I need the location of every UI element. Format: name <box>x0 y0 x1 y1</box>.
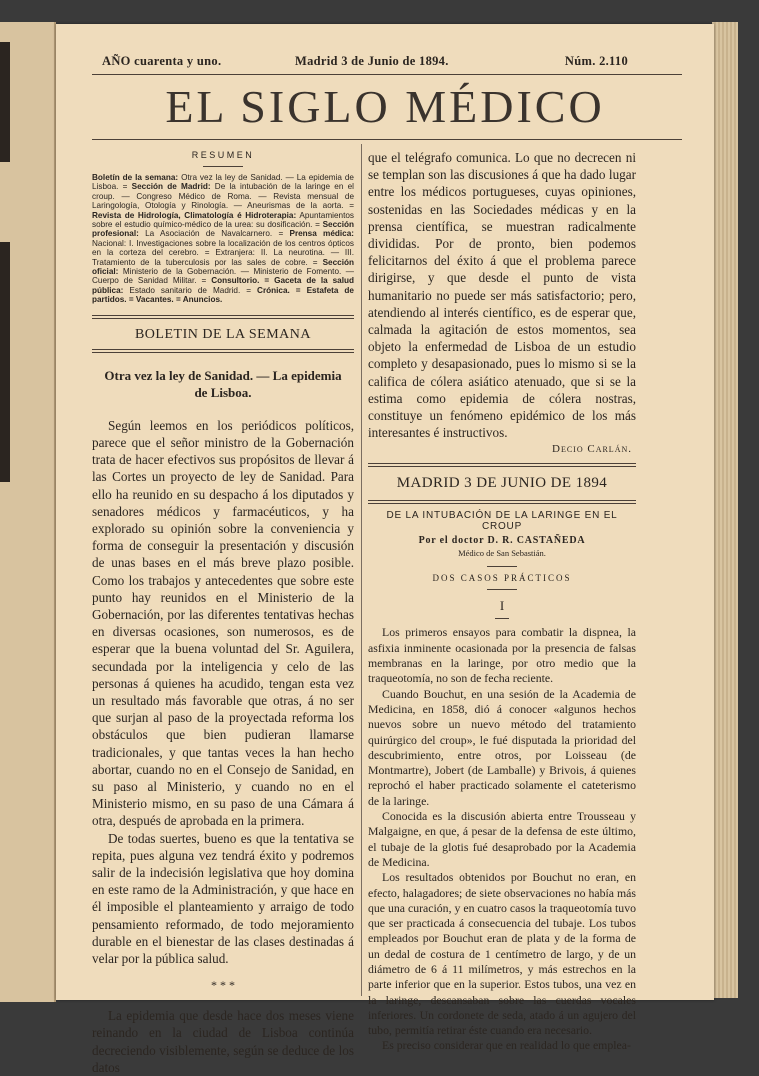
double-rule <box>92 349 354 353</box>
short-rule <box>203 166 243 167</box>
resumen-entry: La Asociación de Navalcarnero. = <box>138 229 290 239</box>
double-rule <box>92 315 354 319</box>
resumen-entry: Apuntamientos sobre el estudio químico-médico de la urea: su dosificación. = <box>92 210 354 230</box>
masthead-title: EL SIGLO MÉDICO <box>165 81 605 132</box>
resumen-label: Crónica. = Estafeta de partidos. = Vacantes. = Anuncios. <box>92 285 354 305</box>
double-rule <box>368 463 636 467</box>
short-rule <box>495 618 509 619</box>
resumen-entry: Otra vez la ley de Sanidad. — La epidemia de Lisboa. = <box>92 173 354 192</box>
article-paragraph: Conocida es la discusión abierta entre Trousseau y Malgaigne, en que, á pesar de la defensa de este último, el tubaje de la glotis fué desaprobado por la Academia de Medicina. <box>368 809 636 869</box>
issue-date: Madrid 3 de Junio de 1894. <box>295 54 449 68</box>
newspaper-page <box>56 24 714 1075</box>
right-column <box>368 149 636 1054</box>
boletin-paragraph: Según leemos en los periódicos políticos, parece que el señor ministro de la Gobernación trata de hacer efectivos sus propósitos de llevar á las Cortes un proyecto de ley de Sanidad. Para ello ha reunido en su despacho á los diputados y senadores médicos y farmacéuticos, y ha explorado su opinión sobre la conveniencia y forma de conseguir la presentación y discusión de unas bases en el más breve plazo posible. Como los trabajos y antecedentes que sobre este punto hay reunidos en el Ministerio de la Gobernación, por las diferentes tentativas hechas en diversas ocasiones, son numerosos, es de esperar que la buena voluntad del Sr. Aguilera, secundada por la inteligencia y celo de las personas á quienes ha acudido, tengan esta vez un resultado más favorable que otras, á no ser que surjan al paso de la proyectada reforma los obstáculos que bien pudieran llamarse tradicionales, y que tantas veces la han hecho abortar, cuando no en el Consejo de Sanidad, en su paso al Ministerio, y cuando no en el Ministerio mismo, en su paso de una Cámara á otra, después de aprobada en la primera. <box>92 417 354 829</box>
resumen-label: Consultorio. = Gaceta de la salud pública: <box>92 276 354 295</box>
boletin-section-title: BOLETIN DE LA SEMANA <box>134 326 312 342</box>
masthead-rule <box>92 139 682 140</box>
resumen-label: Boletín de la semana: <box>92 173 179 182</box>
madrid-section-title: MADRID 3 DE JUNIO DE 1894 <box>396 475 608 492</box>
boletin-paragraph: La epidemia que desde hace dos meses viene reinando en la ciudad de Lisboa continúa decreciendo visiblemente, según se deduce de los datos <box>92 1008 354 1075</box>
resumen-entry: De la intubación de la laringe en el croup. — Congreso Médico de Roma. — Revista mensual de Laringología, Otología y Rinología. — Aneurismas de la aorta. = <box>92 182 355 211</box>
resumen-label: Sección oficial: <box>92 257 354 277</box>
facing-page-print-mark <box>0 242 10 482</box>
resumen-label: Sección profesional: <box>92 220 354 239</box>
year-label: AÑO cuarenta y uno. <box>102 54 222 68</box>
article-subtitle: DOS CASOS PRÁCTICOS <box>432 573 572 584</box>
resumen-label: Sección de Madrid: <box>131 182 211 192</box>
article-author: Por el doctor D. R. CASTAÑEDA <box>418 535 586 547</box>
short-rule <box>487 589 517 590</box>
article-paragraph: Los primeros ensayos para combatir la dispnea, la asfixia inminente ocasionada por la presencia de falsas membranas en la laringe, por otro medio que la traqueotomía, no son de fecha reciente. <box>368 625 636 686</box>
article-affiliation: Médico de San Sebastián. <box>458 548 546 559</box>
resumen-label: Prensa médica: <box>289 229 354 239</box>
continuation-paragraph: que el telégrafo comunica. Lo que no decrecen ni se templan son las discusiones á que ha dado lugar entre los médicos portugueses, cuyas opiniones, sostenidas en las Sociedades médicas y en la prensa científica, se muestran radicalmente divididas. Por de pronto, bien podemos felicitarnos del éxito á que el problema parece dirigirse, y que desde el punto de vista humanitario no puede ser más satisfactorio; pero, atendiendo al interés científico, es de esperar que, calmada la agitación de estos momentos, sea objeto la enfermedad de Lisboa de un estudio completo y desapasionado, pues lo mismo si se la califica de cólera asiático atenuado, que si se la estima como epidemia de cólera nostras, constituye un fenómeno epidémico de los más interesantes é instructivos. <box>368 150 636 441</box>
resumen-entry: Ministerio de la Gobernación. — Ministerio de Fomento. — Cuerpo de Sanidad Militar. = <box>92 267 354 286</box>
resumen-text <box>92 173 354 305</box>
section-numeral: I <box>499 598 505 614</box>
article-paragraph: Cuando Bouchut, en una sesión de la Academia de Medicina, en 1858, dió á conocer «algunos hechos nuevos sobre un nuevo método del tratamiento quirúrgico del croup», le fué disputada la prioridad del descubrimiento, entre otros, por Loisseau (de Montmartre), Jobert (de Lamballe) y Brivois, á quienes reprochó el haber practicado solamente el cateterismo de la laringe. <box>368 686 636 808</box>
section-separator-stars: * * * <box>211 978 235 993</box>
boletin-paragraph: De todas suertes, bueno es que la tentativa se repita, pues alguna vez tendrá éxito y podremos salir de la indecisión legislativa que hoy domina en este ramo de la Administración, y que hace en él imposible el planteamiento y arraigo de todo pensamiento reformado, de todo mejoramiento durable en el bienestar de las clases destinadas á velar por la pública salud. <box>92 830 354 966</box>
facing-page-edge <box>0 22 56 1002</box>
boletin-subtitle: Otra vez la ley de Sanidad. — La epidemia de Lisboa. <box>104 367 342 400</box>
double-rule <box>368 500 636 504</box>
signature: Decio Carlán. <box>552 443 632 456</box>
resumen-label: Revista de Hidrología, Climatología é Hidroterapia: <box>92 210 297 220</box>
header-rule <box>92 74 682 75</box>
issue-number: Núm. 2.110 <box>564 54 628 68</box>
resumen-entry: Nacional: I. Investigaciones sobre la localización de los centros ópticos en la corteza del cerebro. = Extranjera: II. La neurotina. — III. Tratamiento de la tuberculosis por las sales de cobre. = <box>92 238 354 267</box>
resumen-title: RESUMEN <box>191 150 255 160</box>
short-rule <box>487 566 517 567</box>
column-divider <box>361 144 362 996</box>
left-column <box>92 142 354 1076</box>
facing-page-print-mark <box>0 42 10 162</box>
resumen-entry: Estado sanitario de Madrid. = <box>123 285 258 295</box>
page-stack-edge <box>712 22 738 998</box>
article-paragraph: Los resultados obtenidos por Bouchut no eran, en efecto, halagadores; de siete observaciones no había más que una curación, y en cuatro casos la traqueotomía tuvo que ser practicada á consecuencia del tubaje. Los tubos empleados por Bouchut eran de plata y de la forma de un dedal de costura de 1 centímetro de largo, y de un diámetro de 6 á 11 milímetros, y más estrechos en la parte inferior que en la superior. Estos tubos, una vez en la laringe, descansaban sobre las cuerdas vocales inferiores. Un cordonete de seda, atado á un agujero del tubo, permitía retirar éste cuando era necesario. <box>368 870 636 1038</box>
article-title: DE LA INTUBACIÓN DE LA LARINGE EN EL CROUP <box>386 510 618 533</box>
article-paragraph: Es preciso considerar que en realidad lo que emplea- <box>382 1038 631 1053</box>
